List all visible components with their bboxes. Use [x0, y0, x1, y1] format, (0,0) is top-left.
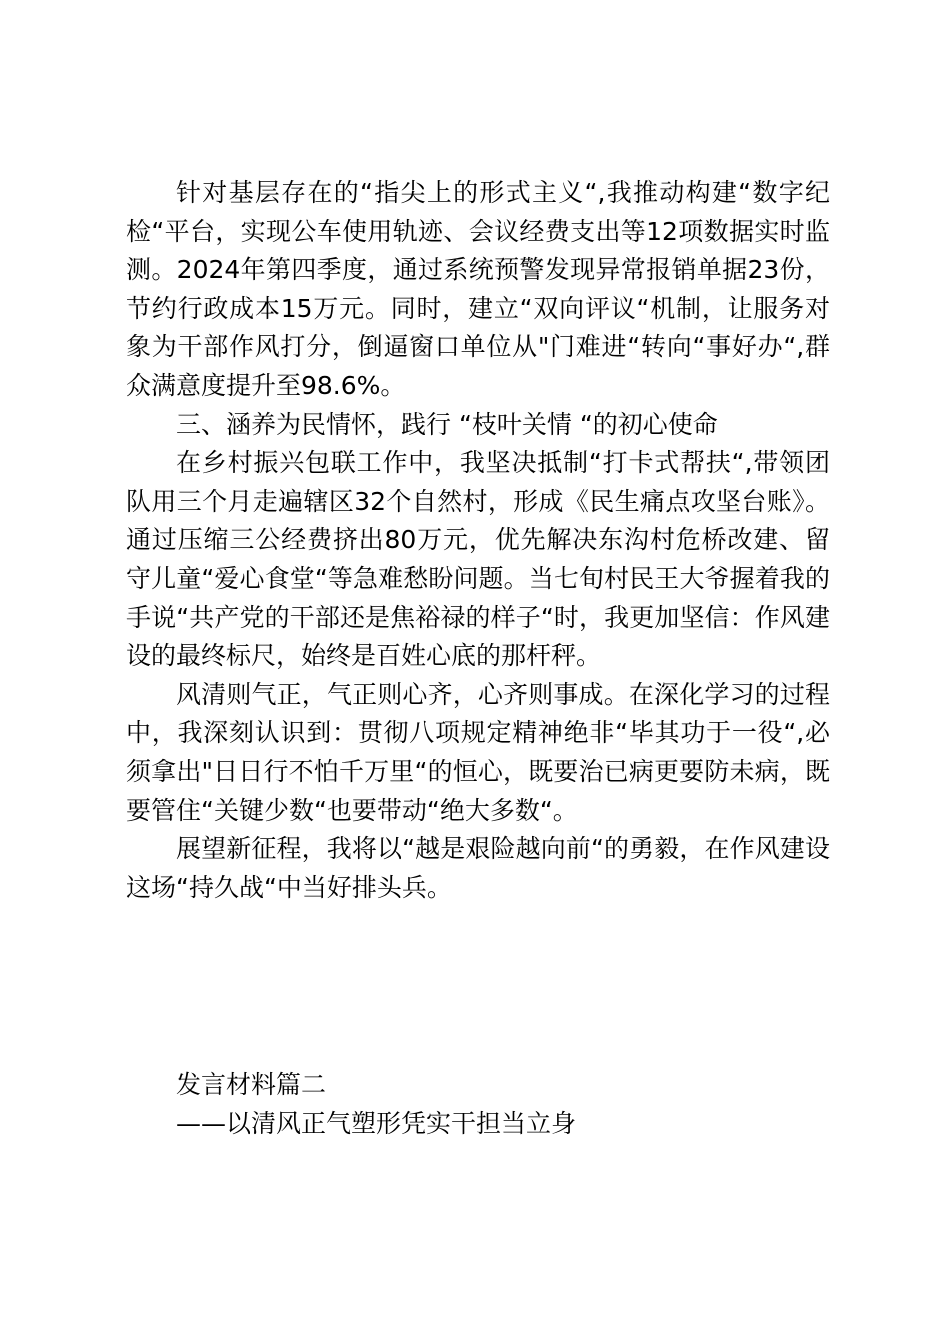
next-section-header [176, 1066, 830, 1143]
paragraph-digital-inspection: 针对基层存在的“指尖上的形式主义“,我推动构建“数字纪检“平台，实现公车使用轨迹、会议经费支出等12项数据实时监测。2024年第四季度，通过系统预警发现异常报销单据23份，节约行政成本15万元。同时，建立“双向评议“机制，让服务对象为干部作风打分，倒逼窗口单位从"门难进“转向“事好办“,群众满意度提升至98.6%。 [126, 178, 830, 400]
section-heading-three: 三、涵养为民情怀，践行 “枝叶关情 “的初心使命 [176, 409, 718, 439]
paragraph-rural-revitalization: 在乡村振兴包联工作中，我坚决抵制“打卡式帮扶“,带领团队用三个月走遍辖区32个自然村，形成《民生痛点攻坚台账》。通过压缩三公经费挤出80万元，优先解决东沟村危桥改建、留守儿童“爱心食堂“等急难愁盼问题。当七旬村民王大爷握着我的手说“共产党的干部还是焦裕禄的样子“时，我更加坚信：作风建设的最终标尺，始终是百姓心底的那杆秤。 [126, 448, 830, 671]
paragraph-outlook: 展望新征程，我将以“越是艰险越向前“的勇毅，在作风建设这场“持久战“中当好排头兵。 [126, 834, 830, 902]
document-body [126, 174, 830, 907]
next-section-title: 发言材料篇二 [176, 1070, 327, 1099]
paragraph-understanding: 风清则气正，气正则心齐，心齐则事成。在深化学习的过程中，我深刻认识到：贯彻八项规定精神绝非“毕其功于一役“,必须拿出"日日行不怕千万里“的恒心，既要治已病更要防未病，既要管住“关键少数“也要带动“绝大多数“。 [126, 679, 830, 825]
next-section-subtitle: ——以清风正气塑形凭实干担当立身 [176, 1108, 577, 1138]
